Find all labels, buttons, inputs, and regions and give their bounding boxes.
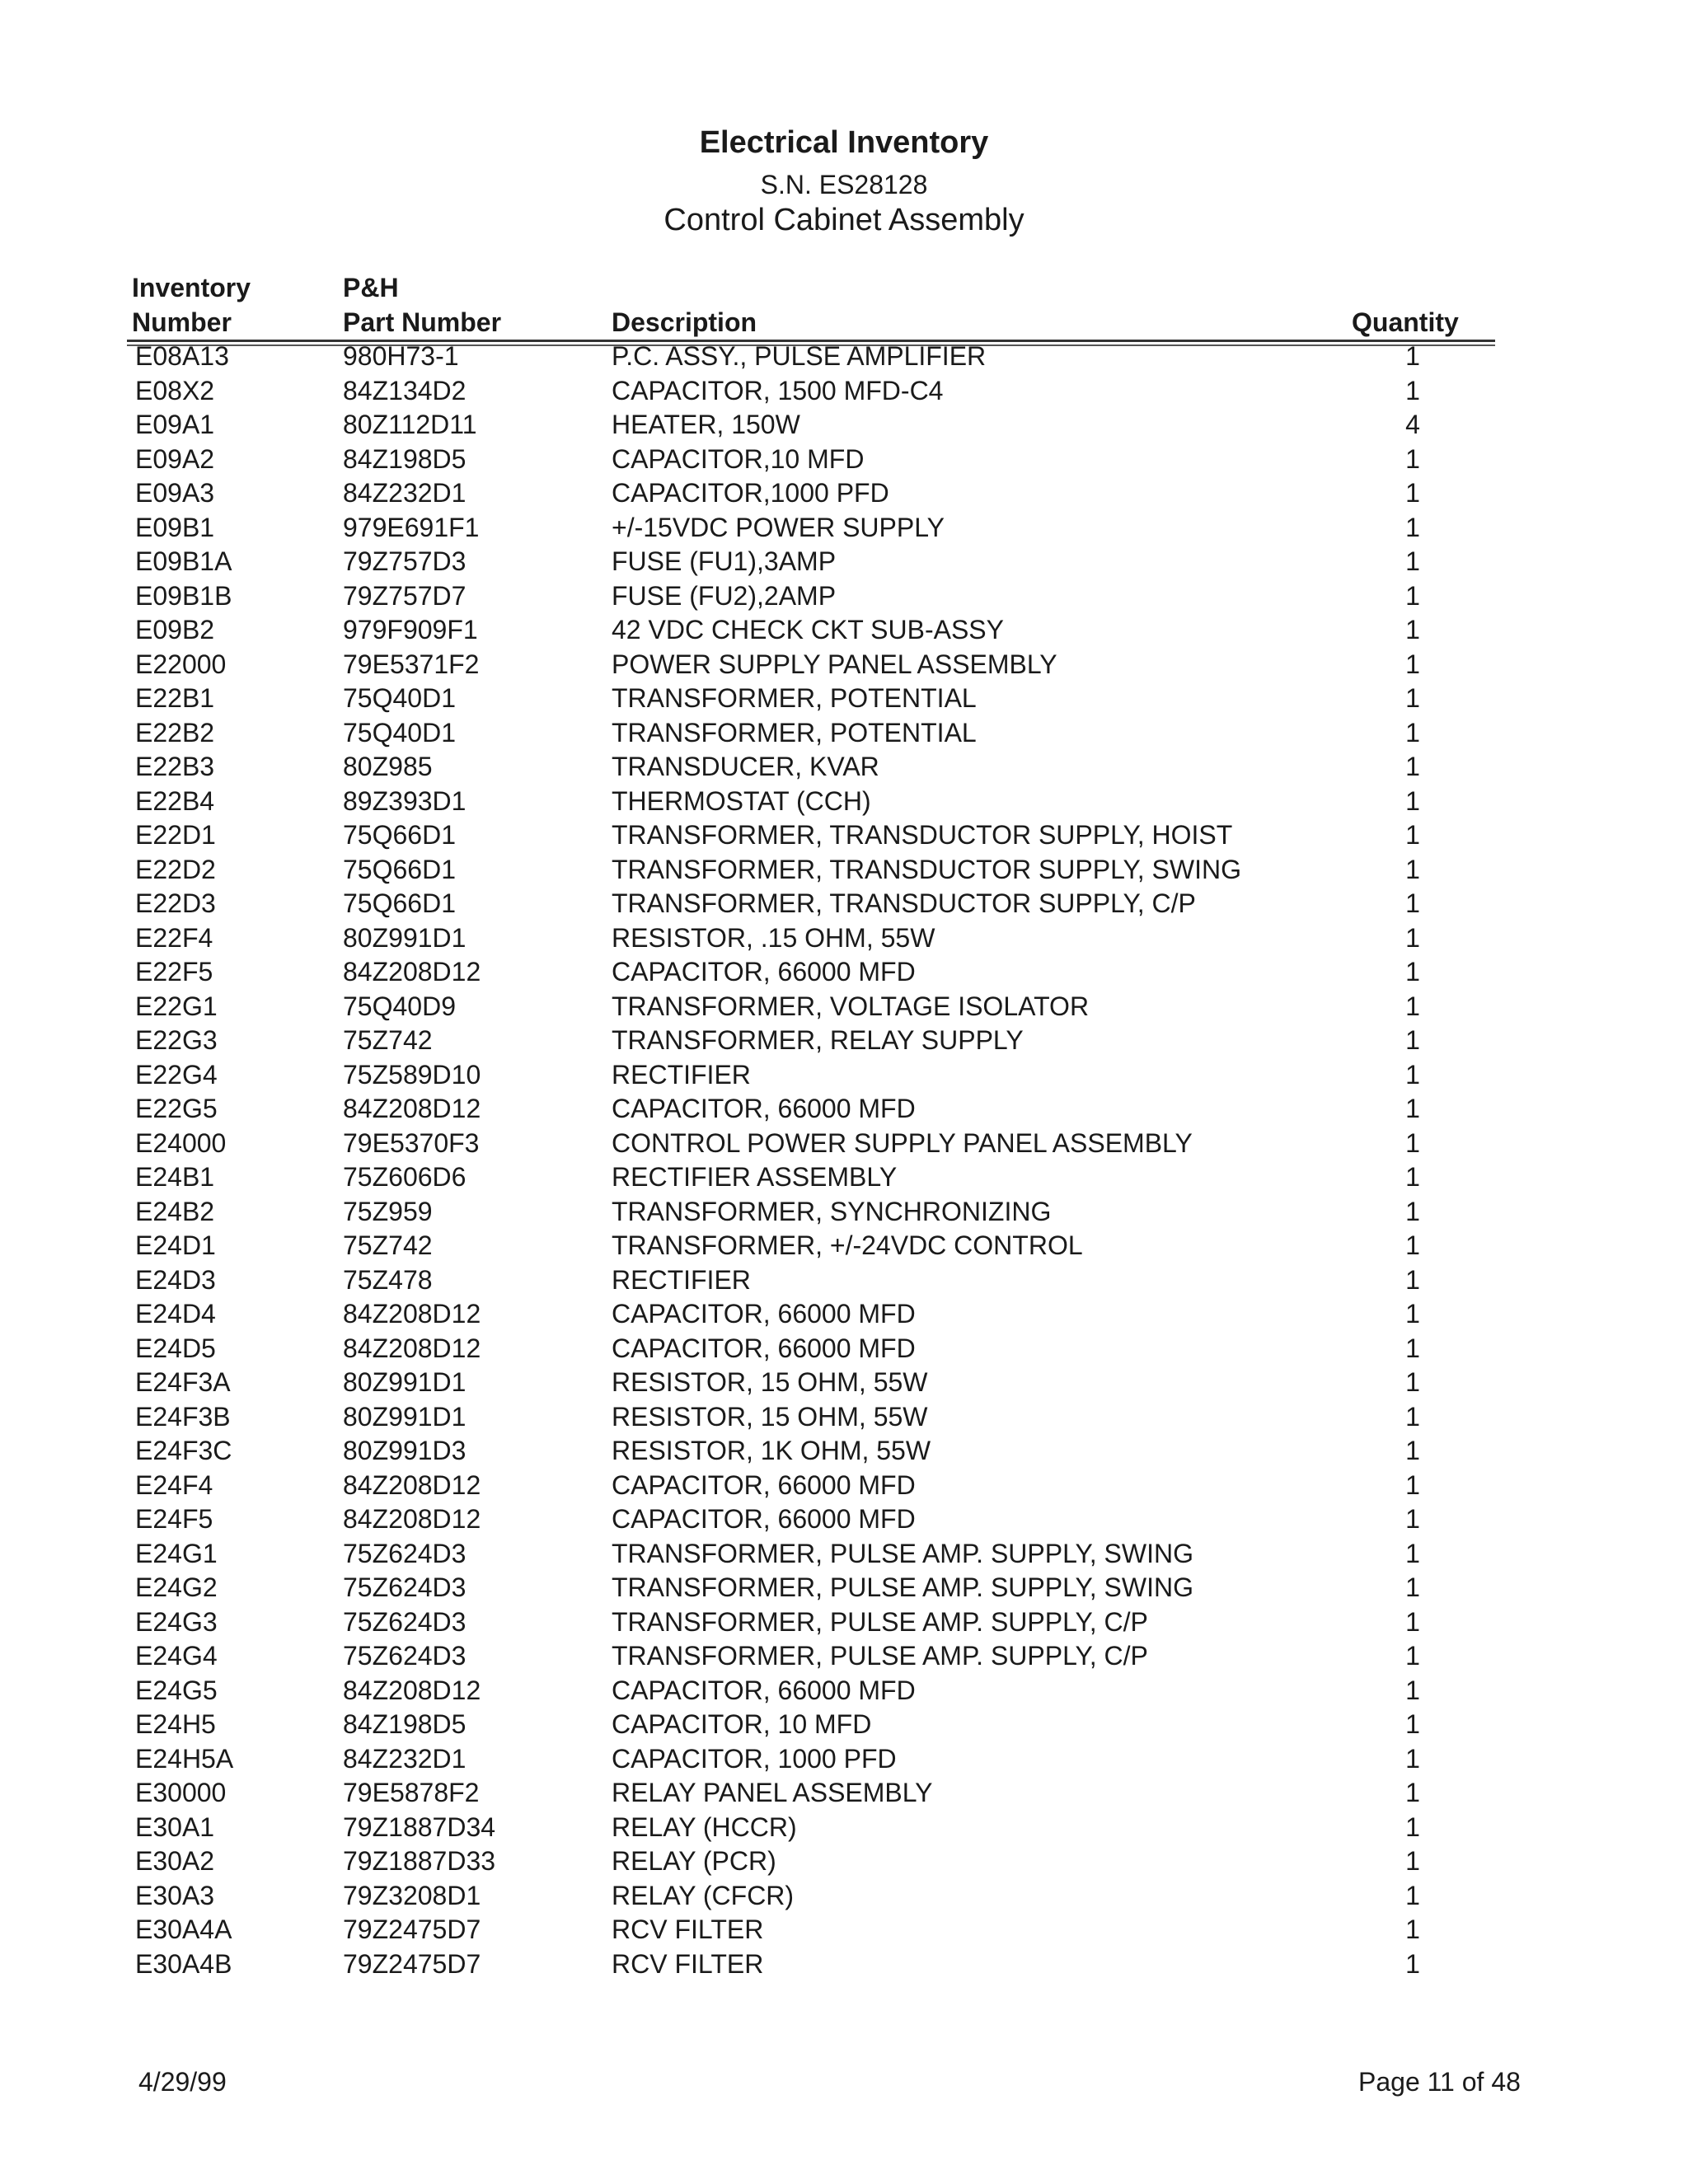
quantity-cell: 1 [1405,1504,1420,1534]
part-number-cell: 80Z991D3 [343,1436,467,1465]
quantity-cell: 1 [1405,1436,1420,1465]
quantity-cell: 1 [1405,683,1420,713]
description-cell: TRANSFORMER, TRANSDUCTOR SUPPLY, SWING [612,854,1241,884]
table-row [0,1160,1688,1195]
table-row [0,1332,1688,1366]
part-number-cell: 979F909F1 [343,615,478,644]
table-row [0,511,1688,546]
inventory-number-cell: E22B4 [135,785,215,816]
quantity-cell: 1 [1405,1230,1420,1260]
inventory-number-cell: E22D3 [135,888,216,918]
quantity-cell: 1 [1405,1059,1420,1090]
inventory-number-cell: E24G5 [135,1675,218,1705]
table-row [0,955,1688,990]
inventory-number-cell: E30A4B [135,1948,232,1979]
inventory-number-cell: E24H5A [135,1743,234,1774]
description-cell: TRANSFORMER, RELAY SUPPLY [612,1025,1024,1055]
description-cell: RECTIFIER [612,1059,751,1090]
description-cell: RELAY (CFCR) [612,1880,795,1910]
table-row [0,853,1688,888]
part-number-cell: 75Q66D1 [343,888,456,918]
part-number-cell: 84Z208D12 [343,1094,481,1123]
inventory-number-cell: E22000 [135,649,227,679]
quantity-cell: 1 [1405,1367,1420,1397]
quantity-cell: 1 [1405,785,1420,816]
inventory-number-cell: E30A4A [135,1915,232,1944]
quantity-cell: 1 [1405,1401,1420,1432]
part-number-cell: 79Z1887D33 [343,1846,496,1876]
table-row [0,340,1688,374]
inventory-number-cell: E30A3 [135,1880,215,1910]
quantity-cell: 1 [1405,854,1420,884]
part-number-cell: 79E5370F3 [343,1127,480,1158]
quantity-cell: 1 [1405,1880,1420,1910]
footer-page-number: Page 11 of 48 [1358,2067,1521,2097]
quantity-cell: 1 [1405,1196,1420,1226]
table-row [0,1195,1688,1230]
table-row [0,1605,1688,1640]
description-cell: CAPACITOR, 1000 PFD [612,1743,897,1774]
description-cell: RCV FILTER [612,1915,764,1944]
table-row [0,750,1688,785]
inventory-number-cell: E24G4 [135,1641,218,1671]
table-row [0,1263,1688,1298]
table-row [0,1229,1688,1263]
inventory-number-cell: E24G3 [135,1606,218,1637]
table-row [0,1639,1688,1674]
part-number-cell: 84Z208D12 [343,1675,481,1705]
inventory-number-cell: E30A1 [135,1811,215,1842]
column-header-inventory-number [132,270,251,340]
description-cell: TRANSFORMER, VOLTAGE ISOLATOR [612,991,1090,1021]
part-number-cell: 80Z991D1 [343,1401,467,1432]
table-row [0,1742,1688,1777]
quantity-cell: 1 [1405,580,1420,611]
description-cell: RELAY (HCCR) [612,1811,797,1842]
inventory-number-cell: E24D3 [135,1264,216,1295]
inventory-number-cell: E24D1 [135,1230,216,1260]
inventory-number-cell: E09A3 [135,478,215,508]
inventory-number-cell: E22D1 [135,820,216,850]
description-cell: TRANSFORMER, POTENTIAL [612,683,977,713]
part-number-cell: 79E5878F2 [343,1778,480,1807]
table-row [0,1947,1688,1982]
table-row [0,1400,1688,1435]
description-cell: CAPACITOR, 66000 MFD [612,1469,916,1500]
description-cell: TRANSFORMER, TRANSDUCTOR SUPPLY, C/P [612,888,1196,918]
quantity-cell: 1 [1405,1538,1420,1568]
column-header-description: Description [612,307,757,337]
quantity-cell: 1 [1405,615,1420,644]
table-row [0,545,1688,579]
description-cell: TRANSDUCER, KVAR [612,752,879,781]
part-number-cell: 79Z757D7 [343,580,467,611]
description-cell: RECTIFIER [612,1264,751,1295]
column-header-quantity: Quantity [1352,307,1459,337]
table-row [0,1537,1688,1572]
description-cell: P.C. ASSY., PULSE AMPLIFIER [612,341,987,371]
description-cell: CAPACITOR, 10 MFD [612,1709,872,1739]
part-number-cell: 75Z742 [343,1230,433,1260]
description-cell: TRANSFORMER, +/-24VDC CONTROL [612,1230,1083,1260]
table-row [0,887,1688,921]
inventory-number-cell: E24B1 [135,1162,215,1192]
part-number-cell: 980H73-1 [343,341,459,371]
part-number-cell: 84Z198D5 [343,1709,467,1739]
part-number-cell: 979E691F1 [343,512,480,542]
description-cell: THERMOSTAT (CCH) [612,785,871,816]
inventory-number-cell: E22G1 [135,991,218,1021]
table-row [0,1844,1688,1879]
inventory-number-cell: E24F3A [135,1367,231,1397]
description-cell: CAPACITOR,10 MFD [612,443,865,474]
table-row [0,1092,1688,1127]
quantity-cell: 1 [1405,443,1420,474]
part-number-cell: 75Z624D3 [343,1641,467,1671]
description-cell: CAPACITOR, 66000 MFD [612,1675,916,1705]
inventory-number-cell: E30A2 [135,1846,215,1876]
description-cell: CAPACITOR, 66000 MFD [612,1333,916,1363]
description-cell: CAPACITOR, 66000 MFD [612,1504,916,1534]
quantity-cell: 4 [1405,410,1420,439]
table-row [0,1879,1688,1914]
table-row [0,1024,1688,1058]
quantity-cell: 1 [1405,752,1420,781]
quantity-cell: 1 [1405,341,1420,371]
table-row [0,1469,1688,1503]
table-row [0,1776,1688,1811]
inventory-number-cell: E24D4 [135,1299,216,1329]
part-number-cell: 84Z232D1 [343,1743,467,1774]
inventory-number-cell: E09B2 [135,615,215,644]
quantity-cell: 1 [1405,991,1420,1021]
part-number-cell: 80Z991D1 [343,1367,467,1397]
description-cell: TRANSFORMER, PULSE AMP. SUPPLY, C/P [612,1606,1148,1637]
inventory-number-cell: E22B2 [135,717,215,748]
description-cell: CAPACITOR, 66000 MFD [612,1094,916,1123]
part-number-cell: 75Q66D1 [343,854,456,884]
table-row [0,1297,1688,1332]
table-row [0,785,1688,819]
quantity-cell: 1 [1405,546,1420,576]
table-row [0,613,1688,648]
inventory-number-cell: E09B1A [135,546,232,576]
inventory-number-cell: E09B1B [135,580,232,611]
inventory-number-cell: E22G4 [135,1059,218,1090]
inventory-number-cell: E24F5 [135,1504,213,1534]
document-subtitle: Control Cabinet Assembly [663,203,1025,237]
part-number-cell: 75Q40D9 [343,991,456,1021]
table-row [0,716,1688,751]
table-row [0,648,1688,682]
table-row [0,476,1688,511]
quantity-cell: 1 [1405,1606,1420,1637]
inventory-table [0,340,1688,1981]
table-row [0,408,1688,443]
quantity-cell: 1 [1405,1469,1420,1500]
inventory-number-cell: E22F5 [135,957,213,987]
inventory-number-cell: E09A1 [135,410,215,439]
description-cell: 42 VDC CHECK CKT SUB-ASSY [612,615,1004,644]
quantity-cell: 1 [1405,1299,1420,1329]
quantity-cell: 1 [1405,512,1420,542]
part-number-cell: 89Z393D1 [343,785,467,816]
quantity-cell: 1 [1405,1709,1420,1739]
description-cell: +/-15VDC POWER SUPPLY [612,512,945,542]
quantity-cell: 1 [1405,1778,1420,1807]
table-row [0,1913,1688,1947]
inventory-number-cell: E08A13 [135,341,229,371]
quantity-cell: 1 [1405,1162,1420,1192]
part-number-cell: 80Z991D1 [343,922,467,953]
part-number-cell: 84Z208D12 [343,1469,481,1500]
part-number-cell: 79Z3208D1 [343,1880,481,1910]
document-title: Electrical Inventory [699,125,989,160]
quantity-cell: 1 [1405,649,1420,679]
quantity-cell: 1 [1405,1846,1420,1876]
inventory-number-cell: E09A2 [135,443,215,474]
quantity-cell: 1 [1405,375,1420,405]
part-number-cell: 84Z232D1 [343,478,467,508]
table-row [0,1434,1688,1469]
column-header-inventory-line2: Number [132,307,232,337]
inventory-number-cell: E09B1 [135,512,215,542]
quantity-cell: 1 [1405,957,1420,987]
quantity-cell: 1 [1405,888,1420,918]
part-number-cell: 79Z1887D34 [343,1811,496,1842]
part-number-cell: 75Z624D3 [343,1572,467,1602]
column-header-part-line2: Part Number [343,307,502,337]
table-row [0,1127,1688,1161]
part-number-cell: 75Z606D6 [343,1162,467,1192]
inventory-number-cell: E22B3 [135,752,215,781]
description-cell: RESISTOR, 15 OHM, 55W [612,1401,928,1432]
inventory-number-cell: E24G2 [135,1572,218,1602]
inventory-number-cell: E24G1 [135,1538,218,1568]
table-row [0,1674,1688,1708]
description-cell: POWER SUPPLY PANEL ASSEMBLY [612,649,1057,679]
column-header-part-number [343,270,501,340]
part-number-cell: 79Z757D3 [343,546,467,576]
table-row [0,818,1688,853]
part-number-cell: 75Z478 [343,1264,433,1295]
description-cell: RELAY PANEL ASSEMBLY [612,1778,933,1807]
table-row [0,990,1688,1024]
table-row [0,1708,1688,1742]
description-cell: RELAY (PCR) [612,1846,776,1876]
serial-number: S.N. ES28128 [760,170,928,199]
quantity-cell: 1 [1405,1675,1420,1705]
inventory-number-cell: E24B2 [135,1196,215,1226]
description-cell: TRANSFORMER, TRANSDUCTOR SUPPLY, HOIST [612,820,1233,850]
quantity-cell: 1 [1405,1572,1420,1602]
inventory-number-cell: E30000 [135,1778,227,1807]
quantity-cell: 1 [1405,1094,1420,1123]
description-cell: CAPACITOR, 66000 MFD [612,957,916,987]
part-number-cell: 75Q66D1 [343,820,456,850]
quantity-cell: 1 [1405,1915,1420,1944]
description-cell: CONTROL POWER SUPPLY PANEL ASSEMBLY [612,1127,1193,1158]
column-header-part-line1: P&H [343,273,399,302]
table-row [0,579,1688,614]
part-number-cell: 84Z208D12 [343,1504,481,1534]
inventory-number-cell: E24D5 [135,1333,216,1363]
part-number-cell: 79Z2475D7 [343,1915,481,1944]
part-number-cell: 84Z208D12 [343,1299,481,1329]
footer-date: 4/29/99 [138,2067,227,2097]
table-row [0,1502,1688,1537]
description-cell: CAPACITOR, 1500 MFD-C4 [612,375,944,405]
quantity-cell: 1 [1405,717,1420,748]
quantity-cell: 1 [1405,1264,1420,1295]
inventory-number-cell: E22B1 [135,683,215,713]
part-number-cell: 75Q40D1 [343,683,456,713]
description-cell: TRANSFORMER, PULSE AMP. SUPPLY, C/P [612,1641,1148,1671]
description-cell: CAPACITOR,1000 PFD [612,478,889,508]
description-cell: RECTIFIER ASSEMBLY [612,1162,898,1192]
quantity-cell: 1 [1405,478,1420,508]
description-cell: FUSE (FU1),3AMP [612,546,837,576]
part-number-cell: 75Z742 [343,1025,433,1055]
quantity-cell: 1 [1405,1127,1420,1158]
description-cell: RESISTOR, 1K OHM, 55W [612,1436,931,1465]
description-cell: RCV FILTER [612,1948,764,1979]
part-number-cell: 75Z959 [343,1196,433,1226]
inventory-number-cell: E24F3B [135,1401,231,1432]
table-row [0,443,1688,477]
quantity-cell: 1 [1405,922,1420,953]
table-row [0,682,1688,716]
quantity-cell: 1 [1405,1743,1420,1774]
quantity-cell: 1 [1405,1025,1420,1055]
quantity-cell: 1 [1405,1641,1420,1671]
column-header-inventory-line1: Inventory [132,273,251,302]
table-row [0,921,1688,956]
inventory-number-cell: E22G5 [135,1094,218,1123]
quantity-cell: 1 [1405,1333,1420,1363]
table-row [0,1571,1688,1605]
part-number-cell: 79E5371F2 [343,649,480,679]
table-row [0,1366,1688,1400]
table-row [0,1058,1688,1093]
description-cell: HEATER, 150W [612,410,800,439]
inventory-number-cell: E22G3 [135,1025,218,1055]
quantity-cell: 1 [1405,1811,1420,1842]
description-cell: TRANSFORMER, PULSE AMP. SUPPLY, SWING [612,1572,1193,1602]
part-number-cell: 80Z985 [343,752,433,781]
description-cell: RESISTOR, .15 OHM, 55W [612,922,935,953]
part-number-cell: 84Z208D12 [343,957,481,987]
table-row [0,374,1688,409]
description-cell: TRANSFORMER, PULSE AMP. SUPPLY, SWING [612,1538,1193,1568]
description-cell: FUSE (FU2),2AMP [612,580,837,611]
part-number-cell: 75Q40D1 [343,717,456,748]
inventory-number-cell: E08X2 [135,375,215,405]
description-cell: RESISTOR, 15 OHM, 55W [612,1367,928,1397]
part-number-cell: 80Z112D11 [343,410,477,439]
part-number-cell: 75Z624D3 [343,1606,467,1637]
part-number-cell: 79Z2475D7 [343,1948,481,1979]
quantity-cell: 1 [1405,820,1420,850]
inventory-number-cell: E22D2 [135,854,216,884]
part-number-cell: 84Z208D12 [343,1333,481,1363]
inventory-number-cell: E24F3C [135,1436,232,1465]
part-number-cell: 84Z198D5 [343,443,467,474]
table-row [0,1811,1688,1845]
quantity-cell: 1 [1405,1948,1420,1979]
description-cell: TRANSFORMER, SYNCHRONIZING [612,1196,1052,1226]
inventory-number-cell: E24F4 [135,1469,213,1500]
part-number-cell: 75Z624D3 [343,1538,467,1568]
part-number-cell: 75Z589D10 [343,1059,481,1090]
inventory-number-cell: E22F4 [135,922,213,953]
description-cell: TRANSFORMER, POTENTIAL [612,717,977,748]
inventory-number-cell: E24000 [135,1127,227,1158]
part-number-cell: 84Z134D2 [343,375,467,405]
inventory-number-cell: E24H5 [135,1709,216,1739]
description-cell: CAPACITOR, 66000 MFD [612,1299,916,1329]
